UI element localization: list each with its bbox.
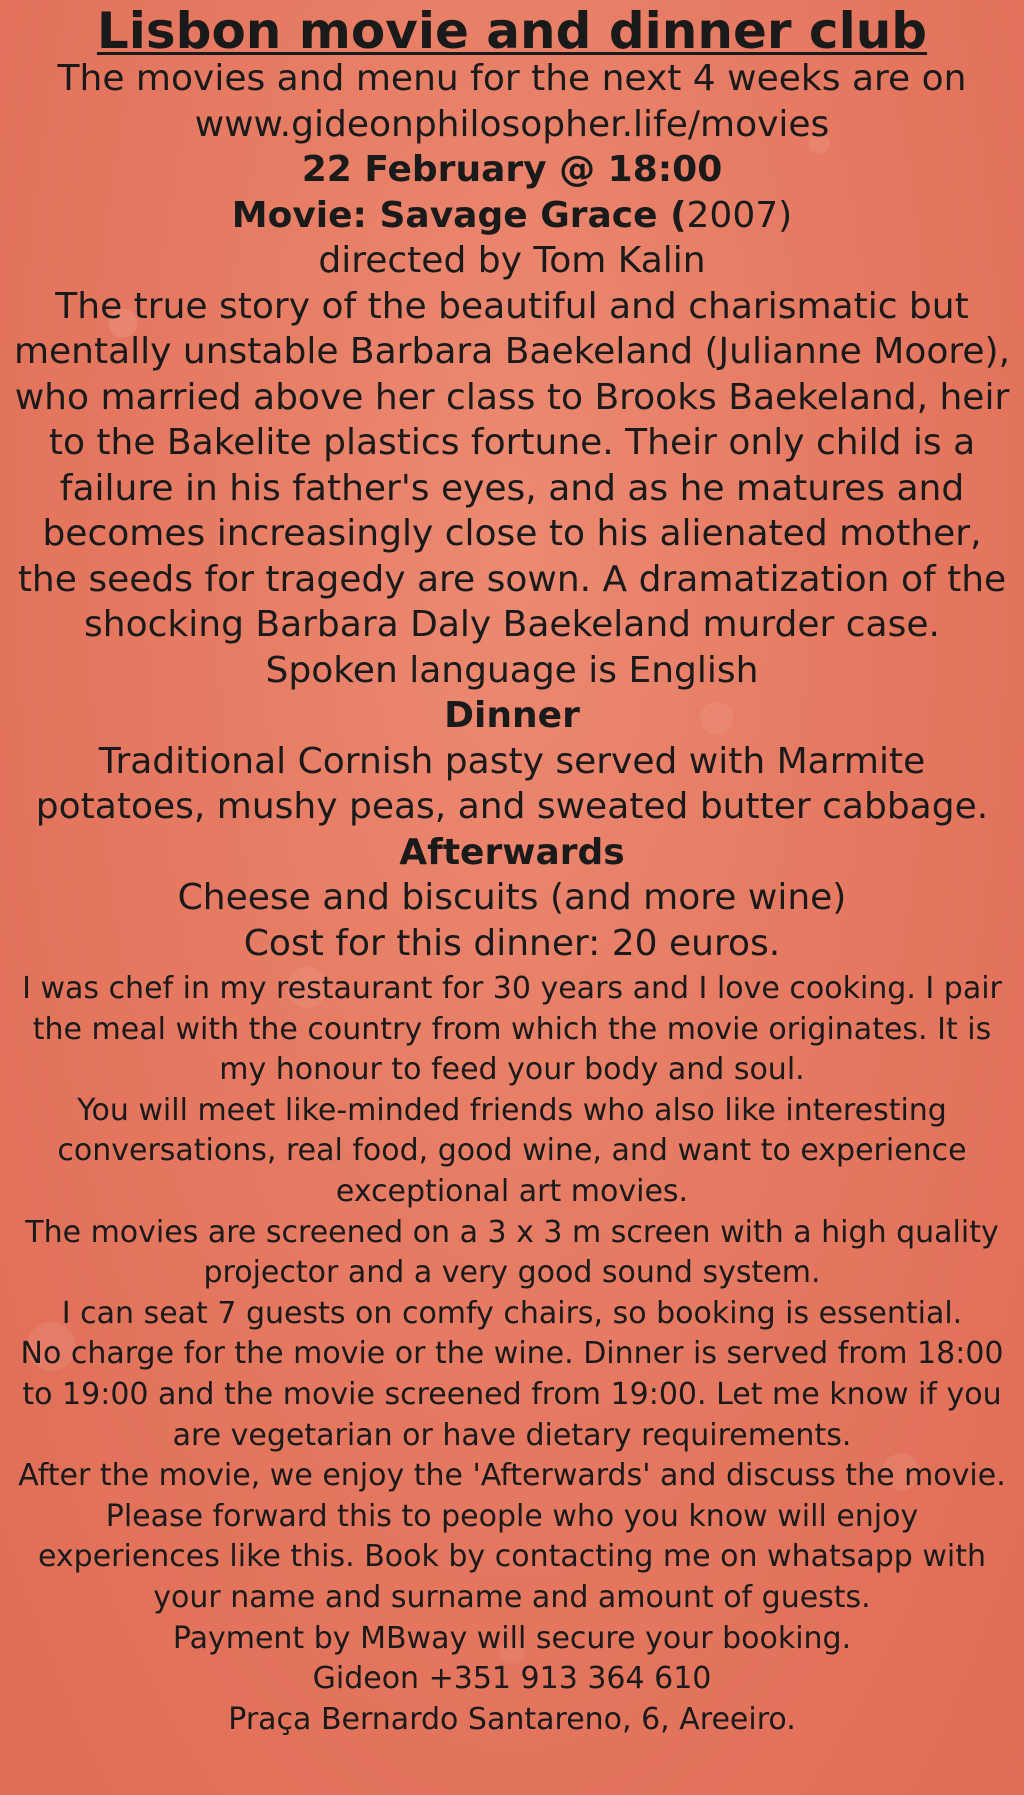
schedule-paragraph: No charge for the movie or the wine. Dinner is served from 18:00 to 19:00 and the movie screened from 19:00. Let me know if you are vegetarian or have dietary requirements. <box>20 1336 1004 1453</box>
movie-year: 2007) <box>686 194 793 236</box>
afterwards-description: Cheese and biscuits (and more wine) <box>177 877 847 918</box>
after-movie-paragraph: After the movie, we enjoy the 'Afterwards' and discuss the movie. <box>18 1458 1006 1494</box>
address: Praça Bernardo Santareno, 6, Areeiro. <box>228 1701 796 1737</box>
contact-phone[interactable]: Gideon +351 913 364 610 <box>312 1661 712 1697</box>
afterwards-heading: Afterwards <box>399 831 625 873</box>
screen-paragraph: The movies are screened on a 3 x 3 m screen with a high quality projector and a very good sound system. <box>25 1214 999 1291</box>
friends-paragraph: You will meet like-minded friends who also like interesting conversations, real food, good wine, and want to experience exceptional art movies. <box>57 1092 967 1209</box>
movie-title-line <box>12 193 1012 239</box>
dinner-cost: Cost for this dinner: 20 euros. <box>243 922 781 964</box>
intro-text: The movies and menu for the next 4 weeks are on <box>57 58 967 99</box>
payment-paragraph: Payment by MBway will secure your booking. <box>172 1620 852 1656</box>
movie-director: directed by Tom Kalin <box>318 240 706 281</box>
movie-synopsis: The true story of the beautiful and charismatic but mentally unstable Barbara Baekeland (Julianne Moore), who married above her class to Brooks Baekeland, heir to the Bakelite plastics fortune. Their only child is a failure in his father's eyes, and as he matures and becomes increasingly close to his alienated mother, the seeds for tragedy are sown. A dramatization of the shocking Barbara Daly Baekeland murder case. <box>13 285 1011 645</box>
dinner-heading: Dinner <box>444 695 580 736</box>
chef-paragraph: I was chef in my restaurant for 30 years and I love cooking. I pair the meal with the country from which the movie originates. It is my honour to feed your body and soul. <box>22 971 1002 1088</box>
event-date: 22 February @ 18:00 <box>301 149 723 190</box>
movie-language: Spoken language is English <box>265 649 759 691</box>
movie-title: Movie: Savage Grace ( <box>231 194 687 236</box>
page-title: Lisbon movie and dinner club <box>96 2 928 60</box>
dinner-menu: Traditional Cornish pasty served with Marmite potatoes, mushy peas, and sweated butter cabbage. <box>35 740 989 827</box>
website-link[interactable]: www.gideonphilosopher.life/movies <box>194 103 830 145</box>
forward-paragraph: Please forward this to people who you know will enjoy experiences like this. Book by contacting me on whatsapp with your name and surname and amount of guests. <box>37 1498 987 1615</box>
seating-paragraph: I can seat 7 guests on comfy chairs, so booking is essential. <box>61 1295 963 1331</box>
details-section <box>12 969 1012 1740</box>
